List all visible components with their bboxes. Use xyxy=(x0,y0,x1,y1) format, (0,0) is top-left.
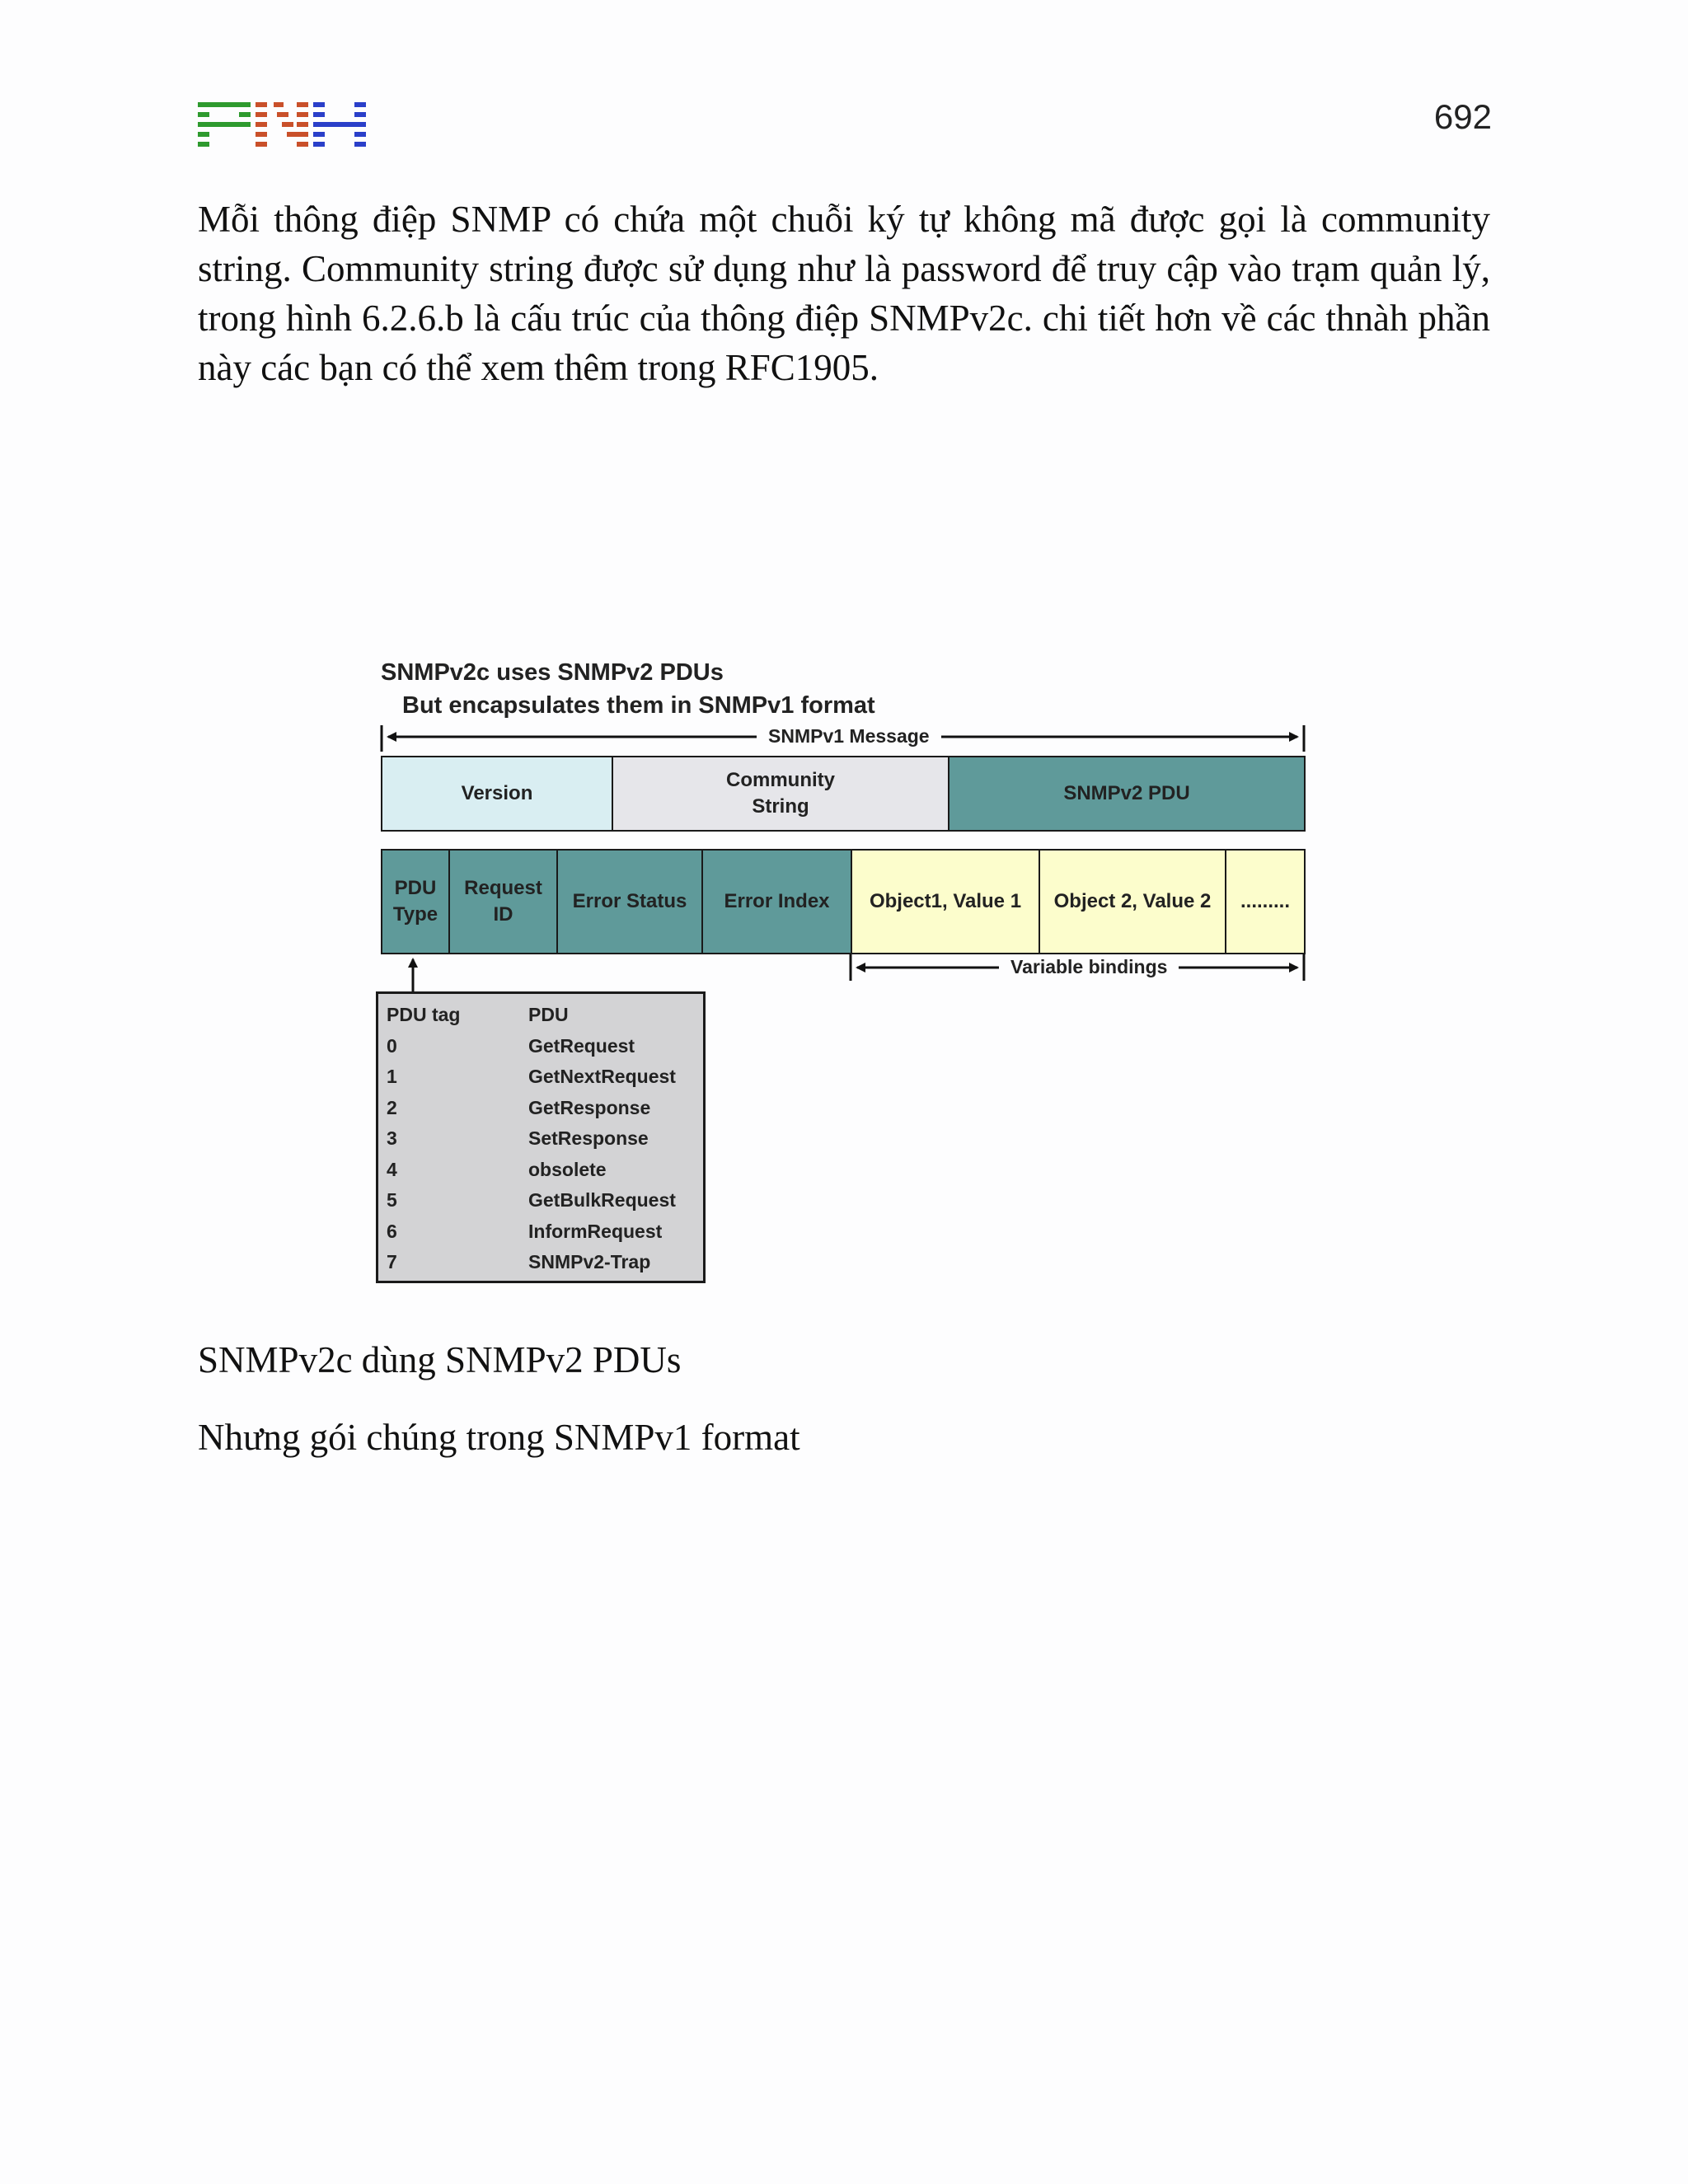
object2-value2-field xyxy=(1039,849,1226,954)
error-index-label: Error Index xyxy=(724,890,830,912)
pdu-tag-cell: 3 xyxy=(387,1127,397,1149)
request-id-label-line2: ID xyxy=(493,903,513,926)
variable-bindings-label: Variable bindings xyxy=(999,956,1179,978)
page-number: 692 xyxy=(1433,97,1492,136)
community-label-line2: String xyxy=(752,795,809,818)
pdu-tag-table xyxy=(376,991,706,1283)
error-index-field xyxy=(701,849,852,954)
diagram-title-line1: SNMPv2c uses SNMPv2 PDUs xyxy=(381,659,724,686)
pdu-name-cell: GetNextRequest xyxy=(528,1066,676,1087)
diagram-title-line2: But encapsulates them in SNMPv1 format xyxy=(402,692,875,719)
error-status-label: Error Status xyxy=(572,890,687,912)
pdu-name-cell: obsolete xyxy=(528,1158,607,1180)
pdu-name-cell: InformRequest xyxy=(528,1220,663,1242)
error-status-field xyxy=(556,849,703,954)
snmpv2-pdu-label: SNMPv2 PDU xyxy=(1063,782,1190,804)
body-paragraph: Mỗi thông điệp SNMP có chứa một chuỗi ký tự không mã được gọi là community string. Community string được sử dụng như là password để truy cập vào trạm quản lý, trong hình 6.2.6.b là cấu trúc của thông điệp SNMPv2c. chi tiết hơn về các thnàh phần này các bạn có thể xem thêm trong RFC1905. xyxy=(198,199,1490,388)
version-field xyxy=(381,756,613,832)
community-label-line1: Community xyxy=(726,769,835,791)
request-id-label-line1: Request xyxy=(464,877,542,899)
pdu-tag-cell: 1 xyxy=(387,1066,397,1087)
version-label: Version xyxy=(461,782,533,804)
object1-label: Object1, Value 1 xyxy=(869,890,1022,912)
request-id-field xyxy=(448,849,558,954)
caption-line1: SNMPv2c dùng SNMPv2 PDUs xyxy=(198,1339,682,1380)
pdu-name-cell: SetResponse xyxy=(528,1127,649,1149)
pdu-name-cell: GetBulkRequest xyxy=(528,1189,676,1211)
pdu-tag-header: PDU tag xyxy=(387,1004,461,1025)
snmpv1-message-label: SNMPv1 Message xyxy=(757,725,941,748)
pdu-tag-cell: 6 xyxy=(387,1220,397,1242)
pdu-name-cell: GetRequest xyxy=(528,1034,635,1057)
ellipsis-label: ......... xyxy=(1240,890,1290,912)
object1-value1-field xyxy=(851,849,1040,954)
pdu-type-label-line2: Type xyxy=(392,903,438,926)
pdu-tag-cell: 0 xyxy=(387,1034,397,1057)
snmpv2-pdu-field xyxy=(948,756,1306,832)
pdu-type-field xyxy=(381,849,450,954)
more-bindings-field xyxy=(1225,849,1306,954)
pdu-tag-cell: 7 xyxy=(387,1251,397,1272)
pdu-name-cell: GetResponse xyxy=(528,1096,651,1118)
pdu-name-header: PDU xyxy=(528,1004,569,1025)
pdu-type-label-line1: PDU xyxy=(394,877,437,899)
community-string-field xyxy=(612,756,950,832)
pdu-tag-cell: 2 xyxy=(387,1096,397,1118)
pdu-name-cell: SNMPv2-Trap xyxy=(528,1251,651,1272)
object2-label: Object 2, Value 2 xyxy=(1053,890,1212,912)
pdu-tag-cell: 4 xyxy=(387,1158,397,1180)
pdu-tag-cell: 5 xyxy=(387,1189,397,1211)
caption-line2: Nhưng gói chúng trong SNMPv1 format xyxy=(198,1417,800,1458)
